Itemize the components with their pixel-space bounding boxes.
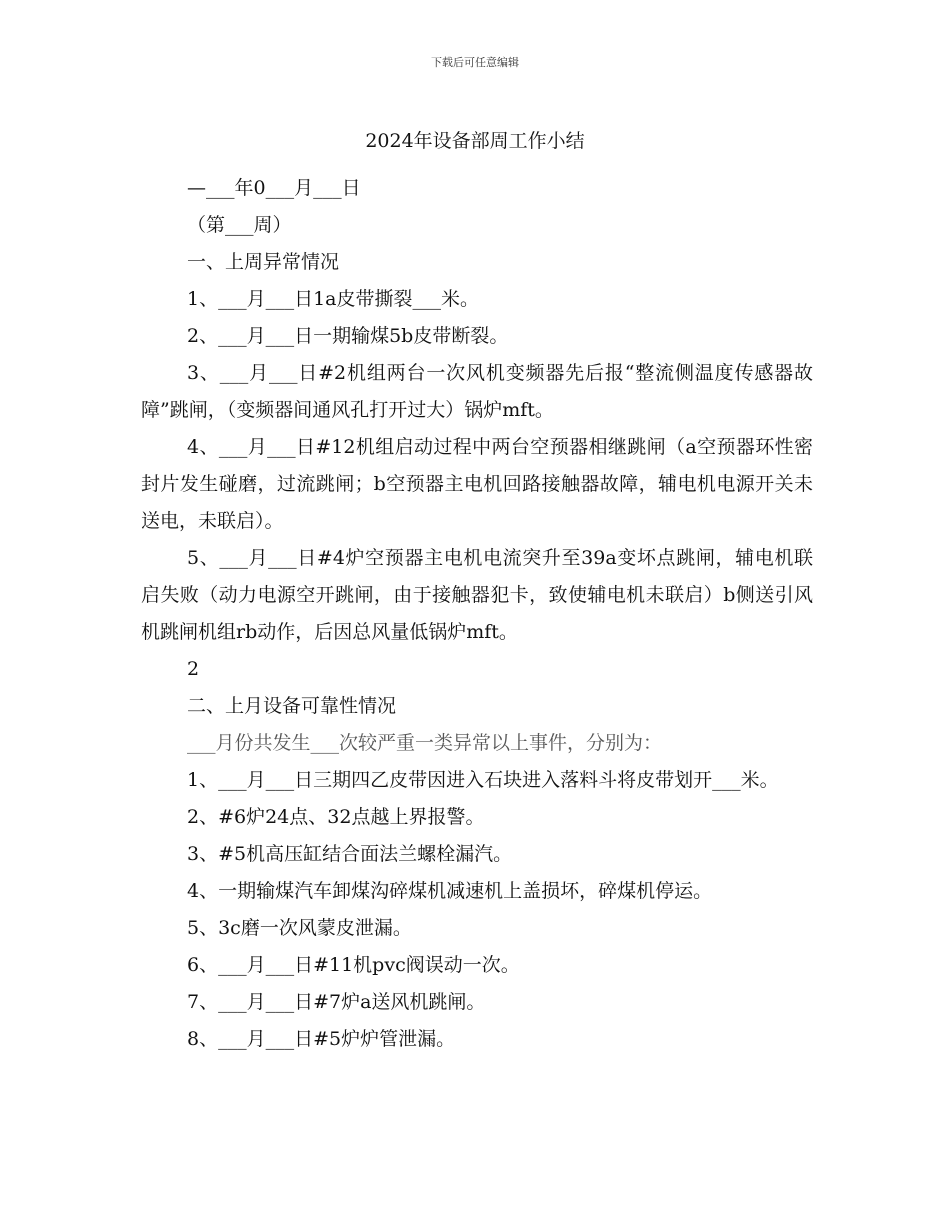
page-header-note: 下载后可任意编辑 [431,56,519,69]
document-title: 2024年设备部周工作小结 [365,130,585,152]
section2-item: 2、#6炉24点、32点越上界报警。 [187,806,485,828]
section1-item: 4、___月___日#12机组启动过程中两台空预器相继跳闸（a空预器环性密封片发生碰磨，过流跳闸；b空预器主电机回路接触器故障，辅电机电源开关未送电，未联启）。 [141,436,813,532]
section2-item: 3、#5机高压缸结合面法兰螺栓漏汽。 [187,843,513,865]
section2-item: 5、3c磨一次风蒙皮泄漏。 [187,917,412,939]
section2-item: 6、___月___日#11机pvc阀误动一次。 [187,954,520,976]
page-number: 2 [187,658,200,680]
document-body [141,170,813,1058]
section2-item: 1、___月___日三期四乙皮带因进入石块进入落料斗将皮带划开___米。 [187,769,779,791]
section1-item: 5、___月___日#4炉空预器主电机电流突升至39a变坏点跳闸，辅电机联启失败（动力电源空开跳闸，由于接触器犯卡，致使辅电机未联启）b侧送引风机跳闸机组rb动作，后因总风量低锅炉mft。 [141,547,813,643]
section2-heading: 二、上月设备可靠性情况 [187,695,397,717]
section2-intro: ___月份共发生___次较严重一类异常以上事件，分别为： [187,732,663,754]
date-line: —___年0___月___日 [187,177,361,199]
section2-item: 8、___月___日#5炉炉管泄漏。 [187,1028,456,1050]
section1-item: 1、___月___日1a皮带撕裂___米。 [187,288,480,310]
section1-heading: 一、上周异常情况 [187,251,340,273]
week-line: （第___周） [187,214,292,236]
section2-item: 7、___月___日#7炉a送风机跳闸。 [187,991,486,1013]
section1-item: 2、___月___日一期输煤5b皮带断裂。 [187,325,509,347]
section1-item: 3、___月___日#2机组两台一次风机变频器先后报“整流侧温度传感器故障”跳闸，（变频器间通风孔打开过大）锅炉mft。 [141,362,813,421]
section2-item: 4、一期输煤汽车卸煤沟碎煤机减速机上盖损坏，碎煤机停运。 [187,880,713,902]
